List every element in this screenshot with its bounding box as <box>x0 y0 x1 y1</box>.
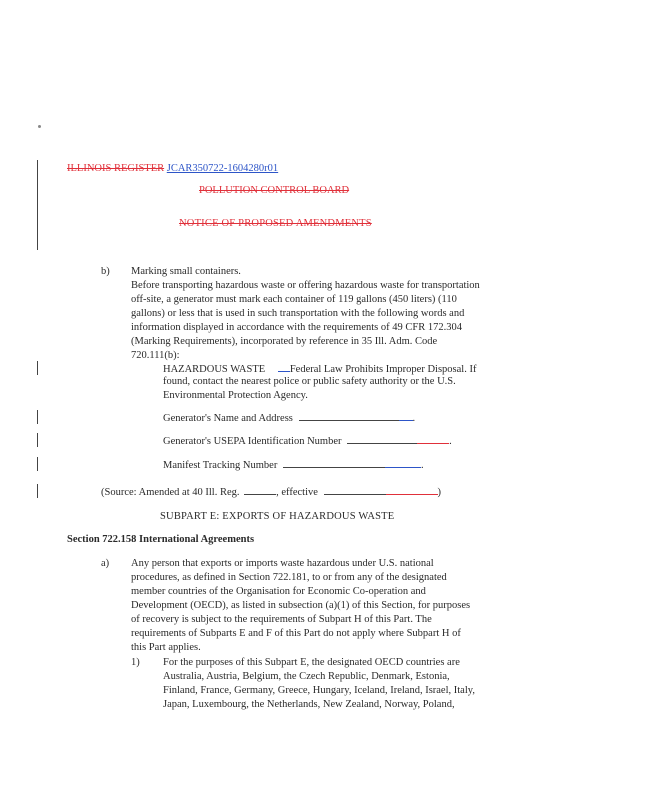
change-bar-hazardous <box>37 361 38 375</box>
generator-epa-label: Generator's USEPA Identification Number <box>163 436 342 447</box>
register-line <box>67 162 278 176</box>
text-line: requirements of Subparts E and F of this Part do not apply where Subpart H of <box>131 628 461 639</box>
text-line: procedures, as defined in Section 722.181, to or from any of the designated <box>131 572 447 583</box>
section-b-marker: b) <box>101 266 110 277</box>
board-name: POLLUTION CONTROL BOARD <box>199 185 350 196</box>
text-line: Development (OECD), as listed in subsection (a)(1) of this Section, for purposes <box>131 600 471 611</box>
section-b-body <box>131 279 480 363</box>
blank-field <box>299 410 399 421</box>
text-line: this Part applies. <box>131 642 201 653</box>
change-bar-source <box>37 484 38 498</box>
text-line: of recovery is subject to the requirements of Subpart H of this Part. The <box>131 614 432 625</box>
change-bar-manifest <box>37 457 38 471</box>
change-bar-gen-name <box>37 410 38 424</box>
source-note <box>101 484 441 500</box>
section-1-body <box>163 656 475 712</box>
notice-title: NOTICE OF PROPOSED AMENDMENTS <box>179 218 372 229</box>
text-line: 720.111(b): <box>131 350 180 361</box>
blank-red <box>417 433 449 444</box>
section-1-marker: 1) <box>131 657 140 668</box>
manifest-line: Manifest Tracking Number . <box>163 457 424 473</box>
blank-field <box>324 484 386 495</box>
section-a-marker: a) <box>101 558 110 569</box>
text-line: information displayed in accordance with the requirements of 49 CFR 172.304 <box>131 322 462 333</box>
generator-epa-line: Generator's USEPA Identification Number . <box>163 433 452 449</box>
text-line: Before transporting hazardous waste or offering hazardous waste for transportation <box>131 280 480 291</box>
text-line: For the purposes of this Subpart E, the designated OECD countries are <box>163 657 460 668</box>
blank-field <box>244 484 276 495</box>
change-bar-header <box>37 160 38 250</box>
change-bar-gen-epa <box>37 433 38 447</box>
register-new: JCAR350722-1604280r01 <box>166 163 279 174</box>
text-line: Japan, Luxembourg, the Netherlands, New Zealand, Norway, Poland, <box>163 699 455 710</box>
hazardous-waste-label: HAZARDOUS WASTE <box>163 364 266 375</box>
text-line: Australia, Austria, Belgium, the Czech Republic, Denmark, Estonia, <box>163 671 450 682</box>
generator-name-label: Generator's Name and Address <box>163 413 293 424</box>
blank-blue <box>399 410 413 421</box>
blank-field <box>347 433 417 444</box>
section-b-heading: Marking small containers. <box>131 266 241 277</box>
text-line: member countries of the Organisation for Economic Co-operation and <box>131 586 426 597</box>
marking-line-3: Environmental Protection Agency. <box>163 390 308 401</box>
blank-red <box>386 484 438 495</box>
section-title: Section 722.158 International Agreements <box>67 534 255 545</box>
text-line: gallons) or less that is used in such transportation with the following words and <box>131 308 465 319</box>
generator-name-line: Generator's Name and Address . <box>163 410 415 426</box>
subpart-heading: SUBPART E: EXPORTS OF HAZARDOUS WASTE <box>160 511 395 522</box>
source-mid: , effective <box>276 487 318 498</box>
blank-field <box>283 457 385 468</box>
section-a-body <box>131 557 470 655</box>
text-line: (Marking Requirements), incorporated by reference in 35 Ill. Adm. Code <box>131 336 438 347</box>
blank-blue <box>385 457 421 468</box>
text-line: off-site, a generator must mark each container of 119 gallons (450 liters) (110 <box>131 294 457 305</box>
marking-text: Federal Law Prohibits Improper Disposal. If <box>289 364 477 375</box>
text-line: Finland, France, Germany, Greece, Hungary, Iceland, Ireland, Israel, Italy, <box>163 685 475 696</box>
blank-blue <box>278 361 290 372</box>
source-prefix: (Source: Amended at 40 Ill. Reg. <box>101 487 240 498</box>
margin-mark <box>38 125 41 128</box>
marking-line-2: found, contact the nearest police or public safety authority or the U.S. <box>163 376 456 387</box>
source-suffix: ) <box>437 487 442 498</box>
text-line: Any person that exports or imports waste hazardous under U.S. national <box>131 558 434 569</box>
register-old: ILLINOIS REGISTER <box>67 163 165 174</box>
manifest-label: Manifest Tracking Number <box>163 460 278 471</box>
